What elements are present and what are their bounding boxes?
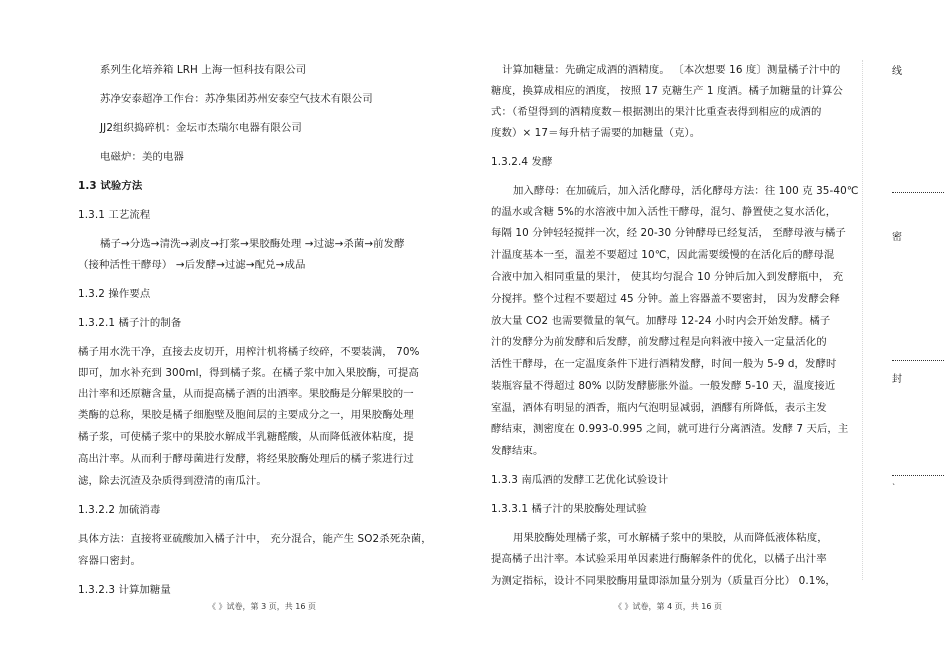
right-page	[470, 0, 870, 671]
body-paragraph-line: 橘子用水洗干净，直接去皮切开，用榨汁机将橘子绞碎，不要装满， 70%	[78, 346, 420, 358]
binding-char-close: 封	[892, 374, 902, 385]
body-paragraph-line: 分搅拌。整个过程不要超过 45 分钟。盖上容器盖不要密封， 因为发酵会释	[491, 293, 840, 305]
page-footer-left: 《 》试卷，第 3 页，共 16 页	[208, 602, 316, 611]
body-paragraph-line: 为测定指标，设计不同果胶酶用量即添加量分别为（质量百分比） 0.1%，	[491, 575, 836, 587]
page-divider	[862, 60, 863, 580]
body-paragraph-line: 的温水或含糖 5%的水溶液中加入活性干酵母，混匀、静置使之复水活化，	[491, 206, 837, 218]
body-paragraph-line: 提高橘子出汁率。本试验采用单因素进行酶解条件的优化，以橘子出汁率	[491, 553, 827, 565]
body-paragraph-line: 橘子浆，可使橘子浆中的果胶水解成半乳糖醛酸，从而降低液体粘度，提	[78, 431, 414, 443]
section-heading-1-3-2-1: 1.3.2.1 橘子汁的制备	[78, 317, 182, 329]
binding-char-line: 线	[892, 66, 902, 77]
body-paragraph-line: 用果胶酶处理橘子浆，可水解橘子浆中的果胶，从而降低液体粘度，	[513, 532, 828, 544]
stray-mark: `	[892, 483, 896, 492]
body-paragraph-line: 汁温度基本一至，温差不要超过 10℃，因此需要缓慢的在活化后的酵母混	[491, 249, 835, 261]
section-heading-1-3-3: 1.3.3 南瓜酒的发酵工艺优化试验设计	[491, 474, 669, 486]
body-paragraph-line: 酵结束，测密度在 0.993-0.995 之间，就可进行分离酒渣。发酵 7 天后，主	[491, 423, 849, 435]
body-paragraph-line: 类酶的总称，果胶是橘子细胞壁及胞间层的主要成分之一，用果胶酶处理	[78, 409, 414, 421]
body-paragraph-line: 汁的发酵分为前发酵和后发酵，前发酵过程是向料液中接入一定量活化的	[491, 336, 827, 348]
binding-margin	[870, 0, 950, 671]
left-page	[0, 0, 470, 671]
section-heading-1-3-2-2: 1.3.2.2 加硫消毒	[78, 504, 161, 516]
body-paragraph-line: 每隔 10 分钟轻轻搅拌一次，经 20-30 分钟酵母已经复活， 至酵母液与橘子	[491, 227, 846, 239]
process-flow-line-1: 橘子→分选→清洗→剥皮→打浆→果胶酶处理 →过滤→杀菌→前发酵	[100, 238, 405, 250]
section-heading-1-3-1: 1.3.1 工艺流程	[78, 209, 151, 221]
page-footer-right: 《 》试卷，第 4 页，共 16 页	[614, 602, 722, 611]
binding-dotted-line	[892, 192, 944, 193]
body-paragraph-line: 装瓶容量不得超过 80% 以防发酵膨胀外溢。一般发酵 5-10 天，温度接近	[491, 380, 836, 392]
body-paragraph-line: 糖度，换算成相应的酒度， 按照 17 克糖生产 1 度酒。橘子加糖量的计算公	[491, 85, 843, 97]
body-paragraph-line: 高出汁率。从而利于酵母菌进行发酵，将经果胶酶处理后的橘子浆进行过	[78, 453, 414, 465]
equipment-incubator: 系列生化培养箱 LRH 上海一恒科技有限公司	[100, 64, 307, 76]
body-paragraph-line: 放大量 CO2 也需要微量的氧气。加酵母 12-24 小时内会开始发酵。橘子	[491, 315, 831, 327]
equipment-clean-bench: 苏净安泰超净工作台：苏净集团苏州安泰空气技术有限公司	[100, 93, 373, 105]
body-paragraph-line: 出汁率和还原糖含量，从而提高橘子酒的出酒率。果胶酶是分解果胶的一	[78, 388, 414, 400]
process-flow-line-2: （接种活性干酵母） →后发酵→过滤→配兑→成品	[78, 259, 306, 271]
body-paragraph-line: 室温，酒体有明显的酒香，瓶内气泡明显减弱，酒醪有所降低，表示主发	[491, 402, 827, 414]
binding-dotted-line	[892, 475, 944, 476]
body-paragraph-line: 发酵结束。	[491, 445, 544, 457]
section-heading-1-3: 1.3 试验方法	[78, 180, 143, 192]
body-paragraph-line: 计算加糖量：先确定成酒的酒精度。 〔本次想要 16 度〕测量橘子汁中的	[502, 64, 841, 76]
section-heading-1-3-3-1: 1.3.3.1 橘子汁的果胶酶处理试验	[491, 503, 647, 515]
binding-dotted-line	[892, 360, 944, 361]
body-paragraph-line: 度数）× 17＝每升桔子需要的加糖量（克）。	[491, 127, 701, 139]
body-paragraph-line: 滤，除去沉渣及杂质得到澄清的南瓜汁。	[78, 475, 267, 487]
equipment-induction-cooker: 电磁炉：美的电器	[100, 151, 184, 163]
section-heading-1-3-2-4: 1.3.2.4 发酵	[491, 156, 553, 168]
body-paragraph-line: 合液中加入相同重量的果汁， 使其均匀混合 10 分钟后加入到发酵瓶中， 充	[491, 271, 844, 283]
body-paragraph-line: 加入酵母：在加硫后，加入活化酵母，活化酵母方法：往 100 克 35-40℃	[513, 185, 859, 197]
section-heading-1-3-2-3: 1.3.2.3 计算加糖量	[78, 584, 171, 596]
binding-char-seal: 密	[892, 232, 902, 243]
section-heading-1-3-2: 1.3.2 操作要点	[78, 288, 151, 300]
body-paragraph-line: 具体方法：直接将亚硫酸加入橘子汁中， 充分混合，能产生 SO2杀死杂菌，	[78, 533, 432, 545]
body-paragraph-line: 即可，加水补充到 300ml，得到橘子浆。在橘子浆中加入果胶酶，可提高	[78, 367, 419, 379]
body-paragraph-line: 容器口密封。	[78, 555, 141, 567]
equipment-homogenizer: JJ2组织捣碎机：金坛市杰瑞尔电器有限公司	[100, 122, 302, 134]
body-paragraph-line: 式：（希望得到的酒精度数－根据测出的果汁比重查表得到相应的成酒的	[491, 106, 822, 118]
body-paragraph-line: 活性干酵母，在一定温度条件下进行酒精发酵，时间一般为 5-9 d，发酵时	[491, 358, 837, 370]
